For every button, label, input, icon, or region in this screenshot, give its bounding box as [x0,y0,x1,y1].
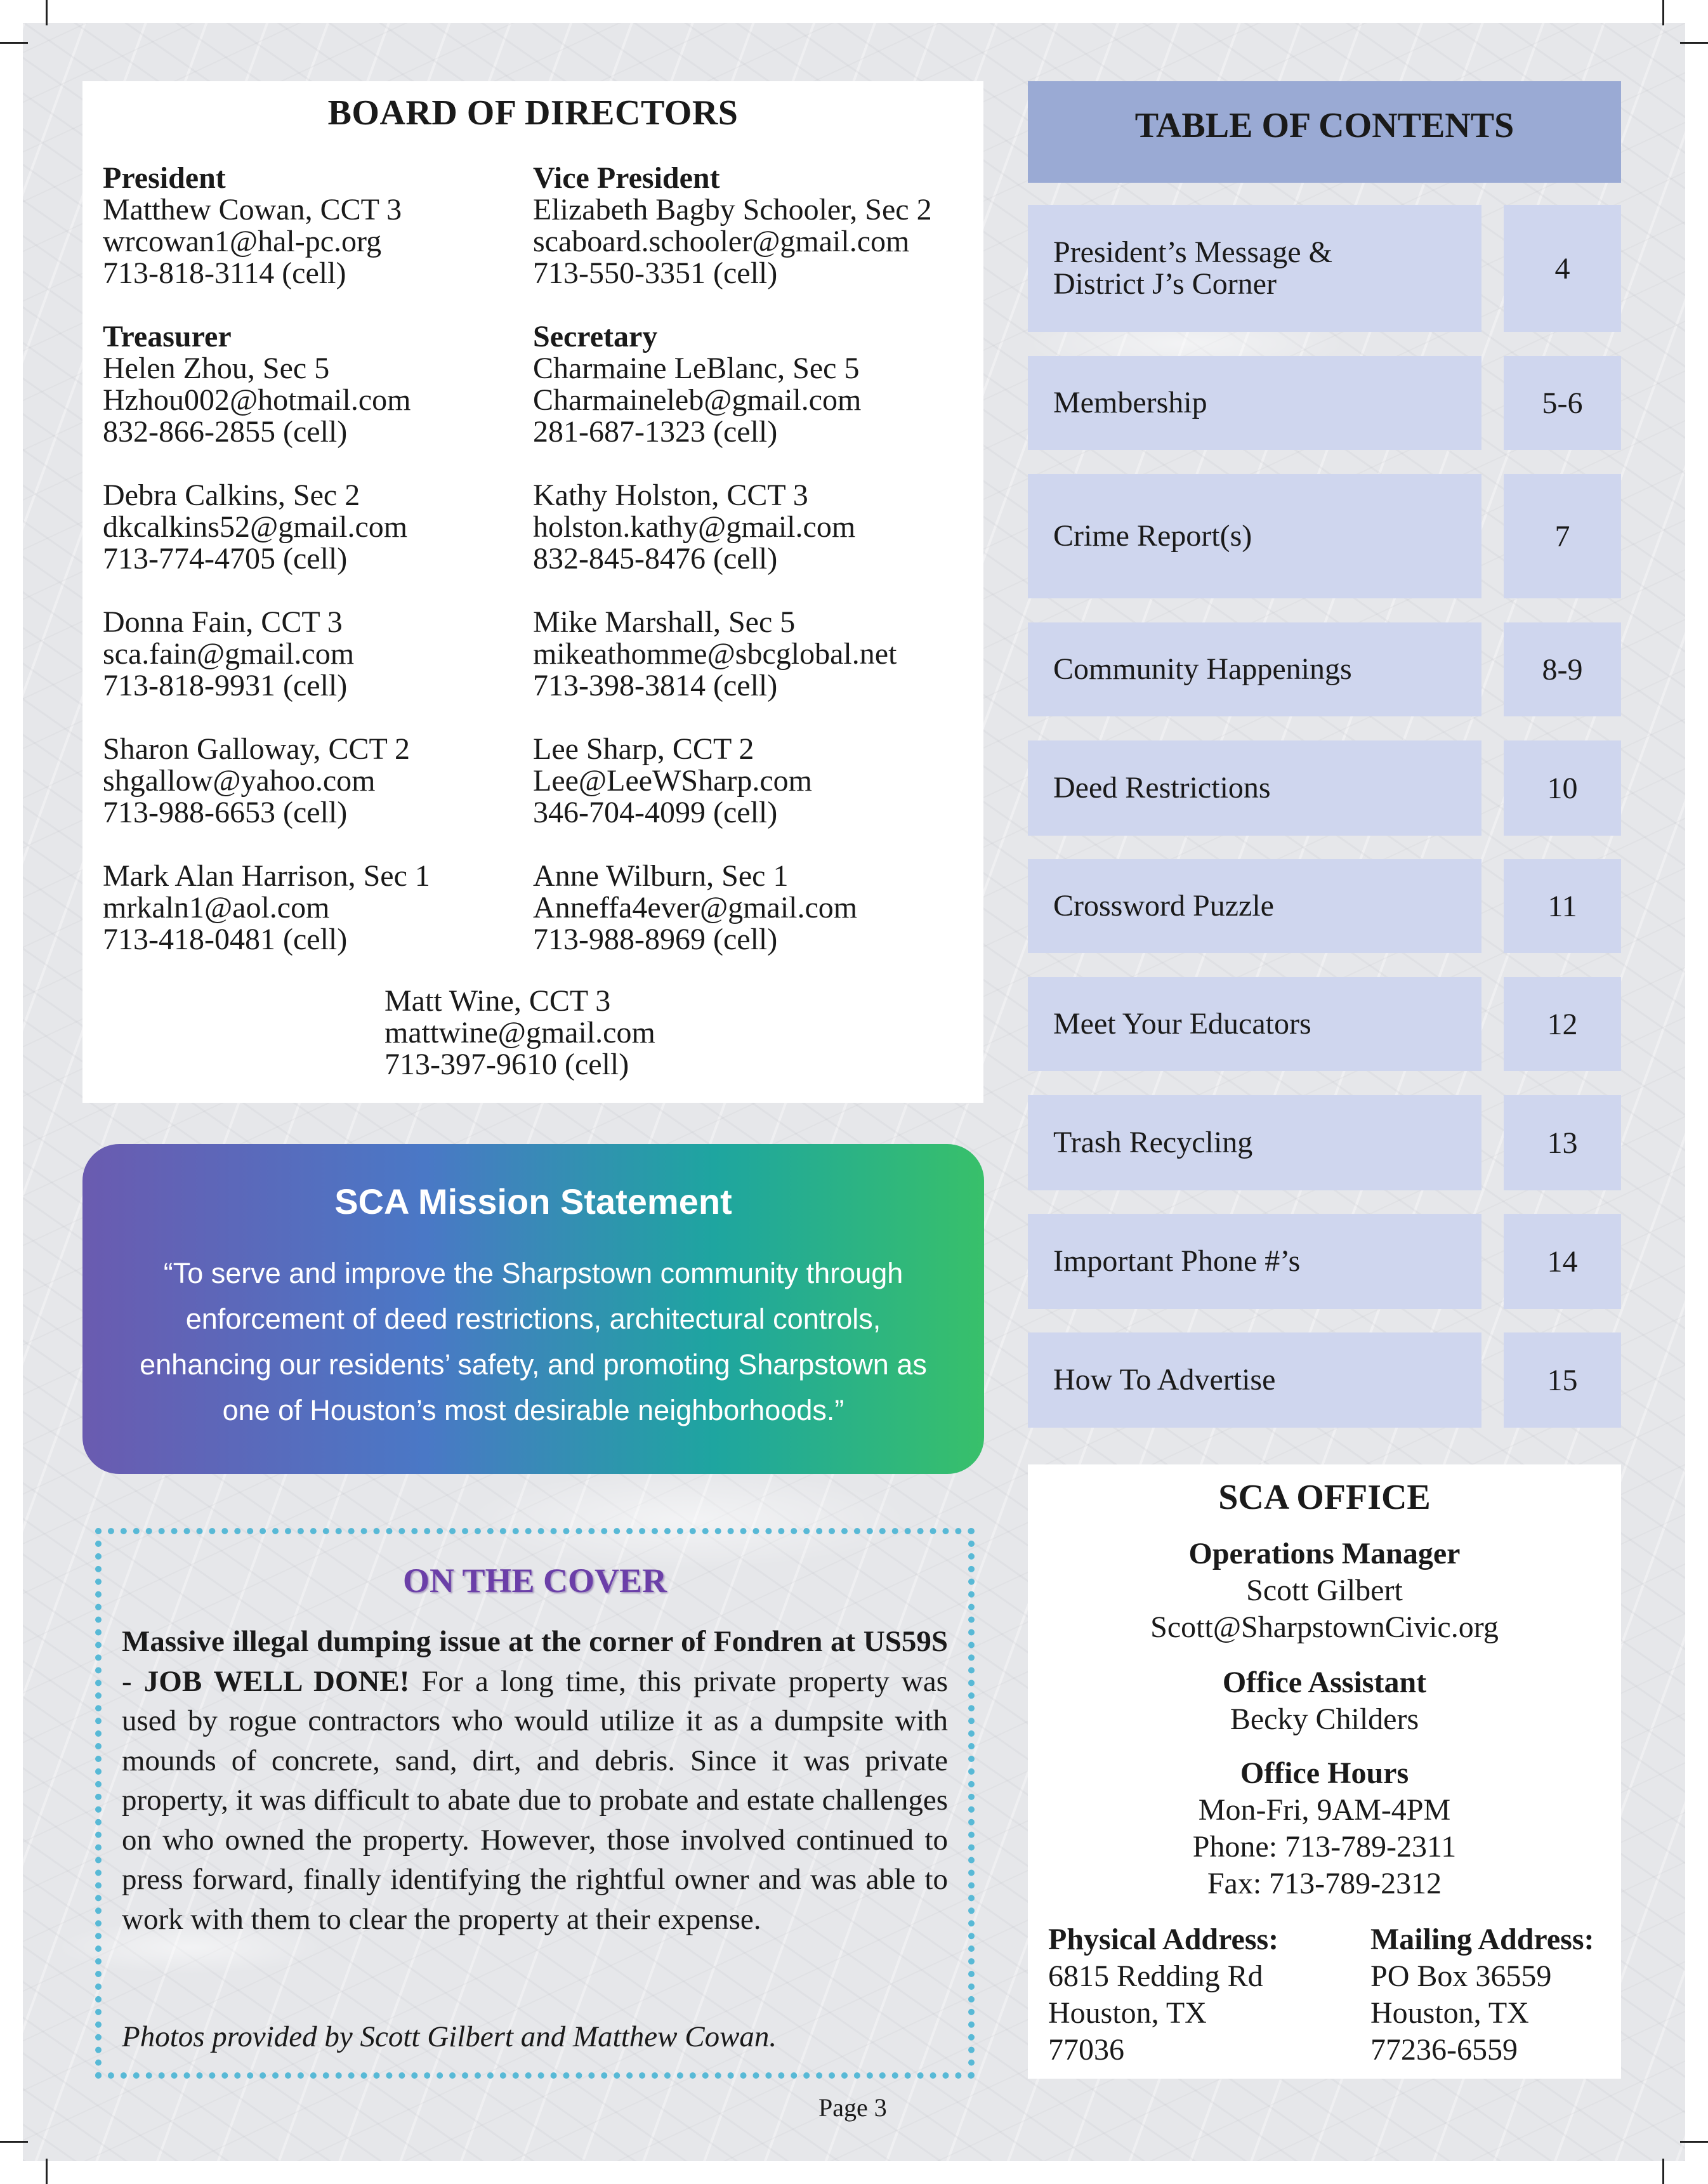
address-line: 77236-6559 [1370,2033,1518,2067]
mission-text: “To serve and improve the Sharpstown community through enforcement of deed restrictions, architectural controls, enhancing our residents’ safety, and promoting Sharpstown as one of Houston’s most desirable neighborhoods.” [140,1257,927,1426]
toc-item-title-line: President’s Message & [1053,235,1332,269]
toc-item-title: How To Advertise [1028,1332,1481,1428]
board-of-directors [82,81,983,1103]
director-phone: 713-988-6653 (cell) [103,796,348,829]
director-entry [103,480,534,575]
director-entry [533,321,964,448]
director-phone: 713-550-3351 (cell) [533,256,778,290]
page-number: Page 3 [818,2093,887,2122]
mailing-address [1370,1921,1594,2069]
director-entry [533,162,964,289]
address-line: PO Box 36559 [1370,1959,1552,1993]
director-entry [103,733,534,829]
director-email[interactable]: dkcalkins52@gmail.com [103,510,408,544]
cover-article [122,1622,948,1939]
toc-item[interactable] [1028,622,1621,716]
director-entry [533,860,964,956]
director-entry [533,480,964,575]
toc-item-title-line: District J’s Corner [1053,267,1277,301]
director-role: Treasurer [103,320,232,353]
director-name: Matthew Cowan, CCT 3 [103,193,402,227]
director-name: Debra Calkins, Sec 2 [103,478,360,512]
crop-mark [0,2141,28,2143]
office-assistant [1028,1664,1621,1738]
director-email[interactable]: holston.kathy@gmail.com [533,510,856,544]
toc-item-page: 10 [1504,740,1621,836]
director-email[interactable]: mikeathomme@sbcglobal.net [533,637,897,671]
office-hours [1028,1755,1621,1902]
toc-item-page: 14 [1504,1214,1621,1309]
hours-value: Mon-Fri, 9AM-4PM [1198,1793,1451,1827]
toc-item-title: Crossword Puzzle [1028,859,1481,953]
director-phone: 713-398-3814 (cell) [533,669,778,702]
toc-item-page: 8-9 [1504,622,1621,716]
asst-label: Office Assistant [1222,1666,1427,1699]
cover-body: For a long time, this private property was used by rogue contractors who would utilize it as a dumpsite with mounds of concrete, sand, dirt, and debris. Since it was private property, it was difficult to abate due to probate and estate challenges on who owned the property. However, those involved continued to press forward, finally identifying the rightful owner and was able to work with them to clear the property at their expense. [122,1664,948,1936]
mailing-address-label: Mailing Address: [1370,1923,1594,1956]
toc-item[interactable] [1028,356,1621,450]
director-phone: 281-687-1323 (cell) [533,415,778,449]
director-name: Mark Alan Harrison, Sec 1 [103,859,430,893]
director-email[interactable]: shgallow@yahoo.com [103,764,376,798]
on-the-cover [95,1528,975,2079]
toc-item-title: Important Phone #’s [1028,1214,1481,1309]
director-role: President [103,161,226,195]
address-line: 77036 [1048,2033,1124,2067]
director-email[interactable]: Charmaineleb@gmail.com [533,383,862,417]
physical-address [1048,1921,1278,2069]
physical-address-label: Physical Address: [1048,1923,1279,1956]
director-email[interactable]: Anneffa4ever@gmail.com [533,891,858,924]
crop-mark [0,42,28,44]
hours-label: Office Hours [1240,1756,1409,1790]
toc-item[interactable] [1028,205,1621,332]
director-email[interactable]: wrcowan1@hal-pc.org [103,225,382,258]
director-email[interactable]: mrkaln1@aol.com [103,891,330,924]
director-name: Matt Wine, CCT 3 [384,984,611,1018]
director-email[interactable]: Hzhou002@hotmail.com [103,383,411,417]
toc-item[interactable] [1028,740,1621,836]
toc-header [1028,81,1621,183]
director-phone: 713-774-4705 (cell) [103,542,348,576]
director-name: Helen Zhou, Sec 5 [103,352,330,385]
crop-mark [1680,42,1708,44]
toc-item-page: 4 [1504,205,1621,332]
director-entry [103,162,534,289]
toc-item[interactable] [1028,977,1621,1071]
toc-item-title: Membership [1028,356,1481,450]
director-entry [533,733,964,829]
director-name: Donna Fain, CCT 3 [103,605,343,639]
director-role: Secretary [533,320,658,353]
director-role: Vice President [533,161,720,195]
toc-item-title: Crime Report(s) [1028,474,1481,598]
toc-title: TABLE OF CONTENTS [1134,106,1514,145]
director-name: Elizabeth Bagby Schooler, Sec 2 [533,193,932,227]
crop-mark [1680,2141,1708,2143]
sca-office [1028,1464,1621,2079]
office-phone: Phone: 713-789-2311 [1192,1830,1457,1864]
toc-item-page: 7 [1504,474,1621,598]
director-phone: 832-845-8476 (cell) [533,542,778,576]
mission-title: SCA Mission Statement [334,1181,732,1221]
operations-manager [1028,1536,1621,1646]
director-entry [103,607,534,702]
director-email[interactable]: sca.fain@gmail.com [103,637,355,671]
director-name: Sharon Galloway, CCT 2 [103,732,410,766]
director-column-left [103,162,534,987]
toc-item[interactable] [1028,1332,1621,1428]
toc-item-title: Community Happenings [1028,622,1481,716]
director-phone: 713-988-8969 (cell) [533,923,778,956]
director-email[interactable]: scaboard.schooler@gmail.com [533,225,910,258]
toc-item-title: Trash Recycling [1028,1095,1481,1190]
address-line: Houston, TX [1048,1996,1207,2030]
director-phone: 346-704-4099 (cell) [533,796,778,829]
ops-email[interactable]: Scott@SharpstownCivic.org [1150,1610,1499,1644]
director-email[interactable]: Lee@LeeWSharp.com [533,764,812,798]
director-entry-center [384,985,655,1081]
crop-mark [46,2159,48,2184]
toc-item-page: 5-6 [1504,356,1621,450]
director-phone: 713-397-9610 (cell) [384,1048,629,1081]
ops-name: Scott Gilbert [1246,1574,1403,1607]
crop-mark [46,0,48,25]
toc-item-title: Deed Restrictions [1028,740,1481,836]
toc-item-page: 13 [1504,1095,1621,1190]
director-phone: 832-866-2855 (cell) [103,415,348,449]
cover-title: ON THE COVER [402,1562,667,1600]
director-phone: 713-418-0481 (cell) [103,923,348,956]
cover-photo-credit: Photos provided by Scott Gilbert and Matthew Cowan. [122,2020,777,2053]
director-email[interactable]: mattwine@gmail.com [384,1016,655,1049]
mission-statement [82,1144,984,1474]
office-fax: Fax: 713-789-2312 [1207,1867,1442,1900]
toc-item[interactable] [1028,474,1621,598]
director-entry [103,860,534,956]
toc-item[interactable] [1028,1214,1621,1309]
toc-item-page: 12 [1504,977,1621,1071]
asst-name: Becky Childers [1230,1702,1419,1736]
toc-item-title [1028,205,1481,332]
director-name: Charmaine LeBlanc, Sec 5 [533,352,860,385]
director-name: Mike Marshall, Sec 5 [533,605,796,639]
address-line: 6815 Redding Rd [1048,1959,1263,1993]
toc-item-title: Meet Your Educators [1028,977,1481,1071]
director-entry [533,607,964,702]
toc-item-page: 11 [1504,859,1621,953]
director-name: Anne Wilburn, Sec 1 [533,859,789,893]
crop-mark [1662,2159,1664,2184]
director-name: Kathy Holston, CCT 3 [533,478,808,512]
director-column-right [533,162,964,987]
board-title: BOARD OF DIRECTORS [327,93,739,133]
toc-item[interactable] [1028,1095,1621,1190]
director-entry [103,321,534,448]
cover-lead: Massive illegal dumping issue at the corner of Fondren at US59S - JOB WELL DONE! [122,1625,948,1698]
crop-mark [1662,0,1664,25]
toc-item[interactable] [1028,859,1621,953]
address-line: Houston, TX [1370,1996,1529,2030]
office-title: SCA OFFICE [1218,1478,1431,1517]
director-name: Lee Sharp, CCT 2 [533,732,754,766]
toc-item-page: 15 [1504,1332,1621,1428]
director-phone: 713-818-9931 (cell) [103,669,348,702]
director-phone: 713-818-3114 (cell) [103,256,346,290]
ops-label: Operations Manager [1188,1537,1461,1570]
